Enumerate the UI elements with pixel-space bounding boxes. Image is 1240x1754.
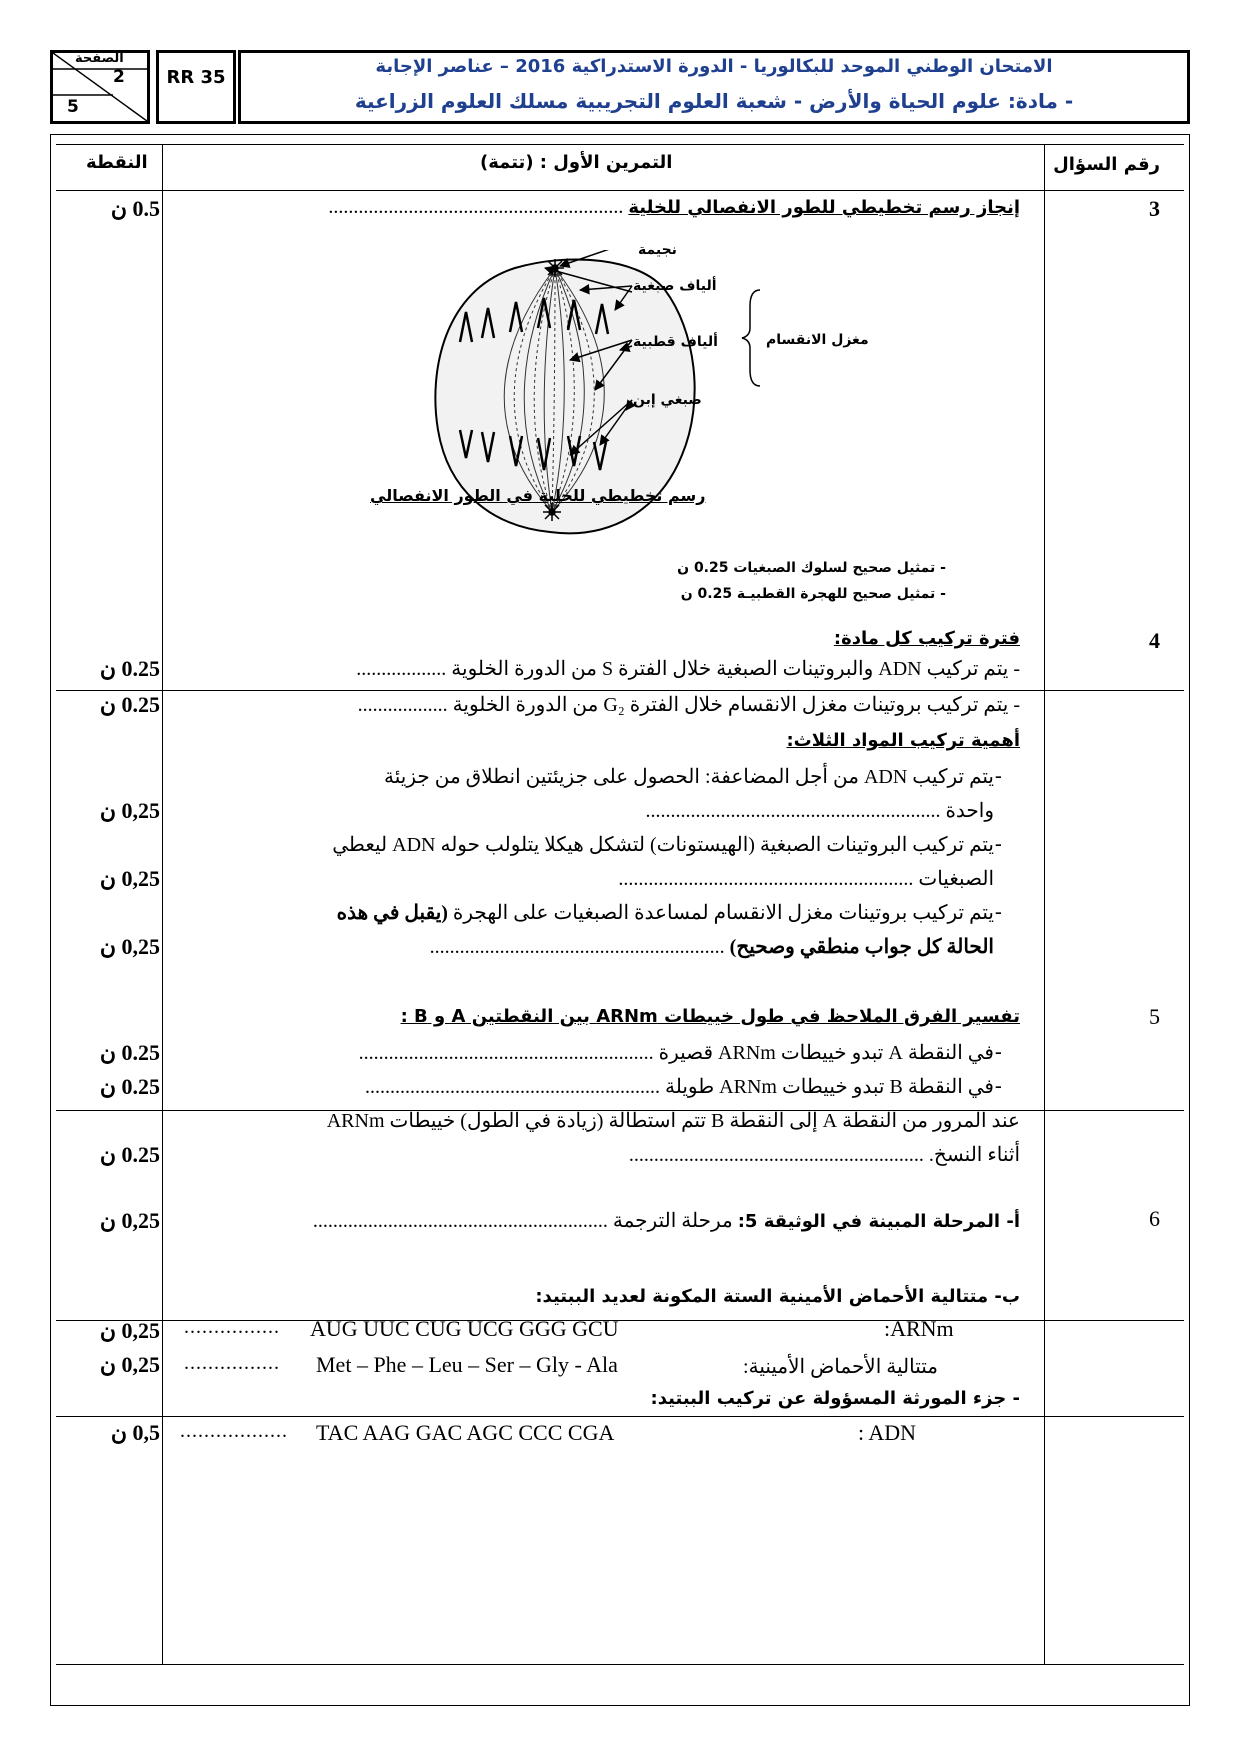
points-value: 0,5 ن bbox=[110, 1420, 160, 1445]
dots-fill: ................ bbox=[184, 1352, 280, 1374]
exam-title-line2: - مادة: علوم الحياة والأرض - شعبة العلوم التجريبية مسلك العلوم الزراعية bbox=[354, 89, 1074, 113]
q5-line2: في النقطة B تبدو خييطات ARNm طويلة ........................................................... bbox=[364, 1076, 994, 1098]
q5-heading: تفسير الفرق الملاحظ في طول خييطات ARNm بين النقطتين A و B : bbox=[400, 1006, 1020, 1027]
q3-heading: إنجاز رسم تخطيطي للطور الانفصالي للخلية ........................................................... bbox=[328, 196, 1020, 218]
row-line bbox=[56, 144, 1184, 145]
label-centrosome: نجيمة bbox=[638, 242, 677, 258]
q6-a: أ- المرحلة المبينة في الوثيقة 5: مرحلة الترجمة ........................................................... bbox=[312, 1210, 1020, 1232]
q4-item1a: يتم تركيب ADN من أجل المضاعفة: الحصول على جزيئتين انطلاق من جزيئة bbox=[384, 766, 994, 788]
points-value: 0.25 ن bbox=[99, 656, 160, 681]
criteria-2: - تمثيل صحيح للهجرة القطبيـة 0.25 ن bbox=[680, 586, 946, 602]
centrosome-icon bbox=[543, 503, 561, 521]
spindle-brace bbox=[742, 290, 760, 386]
q4-item2a: يتم تركيب البروتينات الصبغية (الهيستونات) لتشكل هيكلا يتلولب حوله ADN ليعطي bbox=[332, 834, 994, 856]
label-daughter-chromosome: صبغي إبن bbox=[633, 392, 702, 408]
points-value: 0.25 ن bbox=[99, 1040, 160, 1065]
page-label: الصفحة bbox=[75, 51, 124, 66]
q4-item2b: الصبغيات ........................................................... bbox=[618, 868, 994, 890]
points-value: 0,25 ن bbox=[99, 934, 160, 959]
centrosome-icon bbox=[546, 259, 564, 277]
col-header-title: التمرين الأول : (تتمة) bbox=[480, 152, 673, 173]
q4-item1b: واحدة ........................................................... bbox=[645, 800, 994, 822]
arnm-label: :ARNm bbox=[884, 1316, 954, 1341]
points-value: 0.5 ن bbox=[110, 196, 160, 221]
exam-title-box bbox=[238, 50, 1190, 124]
row-line bbox=[56, 190, 1184, 191]
bullet-dash: - bbox=[994, 832, 1002, 856]
bullet-dash: - bbox=[994, 900, 1002, 924]
row-line bbox=[56, 1664, 1184, 1665]
points-value: 0,25 ن bbox=[99, 1208, 160, 1233]
aa-sequence: Met – Phe – Leu – Ser – Gly - Ala bbox=[316, 1352, 618, 1377]
q5-line4: أثناء النسخ. ........................................................... bbox=[628, 1144, 1020, 1166]
exam-title-line1: الامتحان الوطني الموحد للبكالوريا - الدورة الاستدراكية 2016 – عناصر الإجابة bbox=[375, 56, 1053, 77]
q4-item3a: يتم تركيب بروتينات مغزل الانقسام لمساعدة الصبغيات على الهجرة (يقبل في هذه bbox=[336, 902, 994, 924]
points-value: 0.25 ن bbox=[99, 1142, 160, 1167]
q5-line1: في النقطة A تبدو خييطات ARNm قصيرة ........................................................... bbox=[358, 1042, 994, 1064]
points-value: 0,25 ن bbox=[99, 1318, 160, 1343]
question-number: 5 bbox=[1149, 1004, 1160, 1029]
bullet-dash: - bbox=[994, 1040, 1002, 1064]
question-number: 3 bbox=[1149, 196, 1160, 221]
points-value: 0,25 ن bbox=[99, 1352, 160, 1377]
question-number: 4 bbox=[1149, 628, 1160, 653]
col-divider-question bbox=[1044, 144, 1045, 1664]
bullet-dash: - bbox=[994, 1074, 1002, 1098]
row-line bbox=[56, 1416, 1184, 1417]
q4-item3b: الحالة كل جواب منطقي وصحيح) ........................................................... bbox=[429, 936, 994, 958]
q4-heading2: أهمية تركيب المواد الثلاث: bbox=[786, 730, 1020, 751]
q6-gene-heading: - جزء المورثة المسؤولة عن تركيب الببتيد: bbox=[650, 1388, 1020, 1409]
q4-line1: - يتم تركيب ADN والبروتينات الصبغية خلال الفترة S من الدورة الخلوية .................. bbox=[356, 658, 1020, 680]
q4-heading1: فترة تركيب كل مادة: bbox=[833, 628, 1020, 649]
adn-sequence: TAC AAG GAC AGC CCC CGA bbox=[316, 1420, 615, 1445]
points-value: 0.25 ن bbox=[99, 1074, 160, 1099]
exam-code: RR 35 bbox=[156, 50, 236, 124]
dots-fill: ................ bbox=[184, 1316, 280, 1338]
arnm-sequence: AUG UUC CUG UCG GGG GCU bbox=[310, 1316, 619, 1341]
row-line bbox=[56, 690, 1184, 691]
col-header-points: النقطة bbox=[86, 152, 148, 173]
label-chromosomal-fibers: ألياف صبغية bbox=[633, 278, 717, 294]
q5-line3: عند المرور من النقطة A إلى النقطة B تتم استطالة (زيادة في الطول) خييطات ARNm bbox=[326, 1110, 1020, 1132]
points-value: 0.25 ن bbox=[99, 692, 160, 717]
page-total: 5 bbox=[67, 97, 79, 117]
label-spindle: مغزل الانقسام bbox=[766, 332, 869, 348]
criteria-1: - تمثيل صحيح لسلوك الصبغيات 0.25 ن bbox=[677, 560, 946, 576]
points-value: 0,25 ن bbox=[99, 866, 160, 891]
page-number: 2 bbox=[113, 67, 125, 87]
page-number-box bbox=[50, 50, 150, 124]
adn-label: : ADN bbox=[858, 1420, 917, 1445]
bullet-dash: - bbox=[994, 764, 1002, 788]
col-divider-points bbox=[162, 144, 163, 1664]
points-value: 0,25 ن bbox=[99, 798, 160, 823]
aa-label: متتالية الأحماض الأمينية: bbox=[743, 1356, 938, 1378]
col-header-question: رقم السؤال bbox=[1053, 154, 1160, 175]
q6-b-heading: ب- متتالية الأحماض الأمينية الستة المكونة لعديد الببتيد: bbox=[535, 1286, 1020, 1307]
dots-fill: .................. bbox=[180, 1420, 288, 1442]
q4-line2: - يتم تركيب بروتينات مغزل الانقسام خلال الفترة G₂ من الدورة الخلوية .................. bbox=[357, 694, 1020, 716]
label-polar-fibers: ألياف قطبية bbox=[633, 334, 718, 350]
diagram-caption: رسم تخطيطي للخلية في الطور الانفصالي bbox=[370, 486, 706, 505]
question-number: 6 bbox=[1149, 1206, 1160, 1231]
